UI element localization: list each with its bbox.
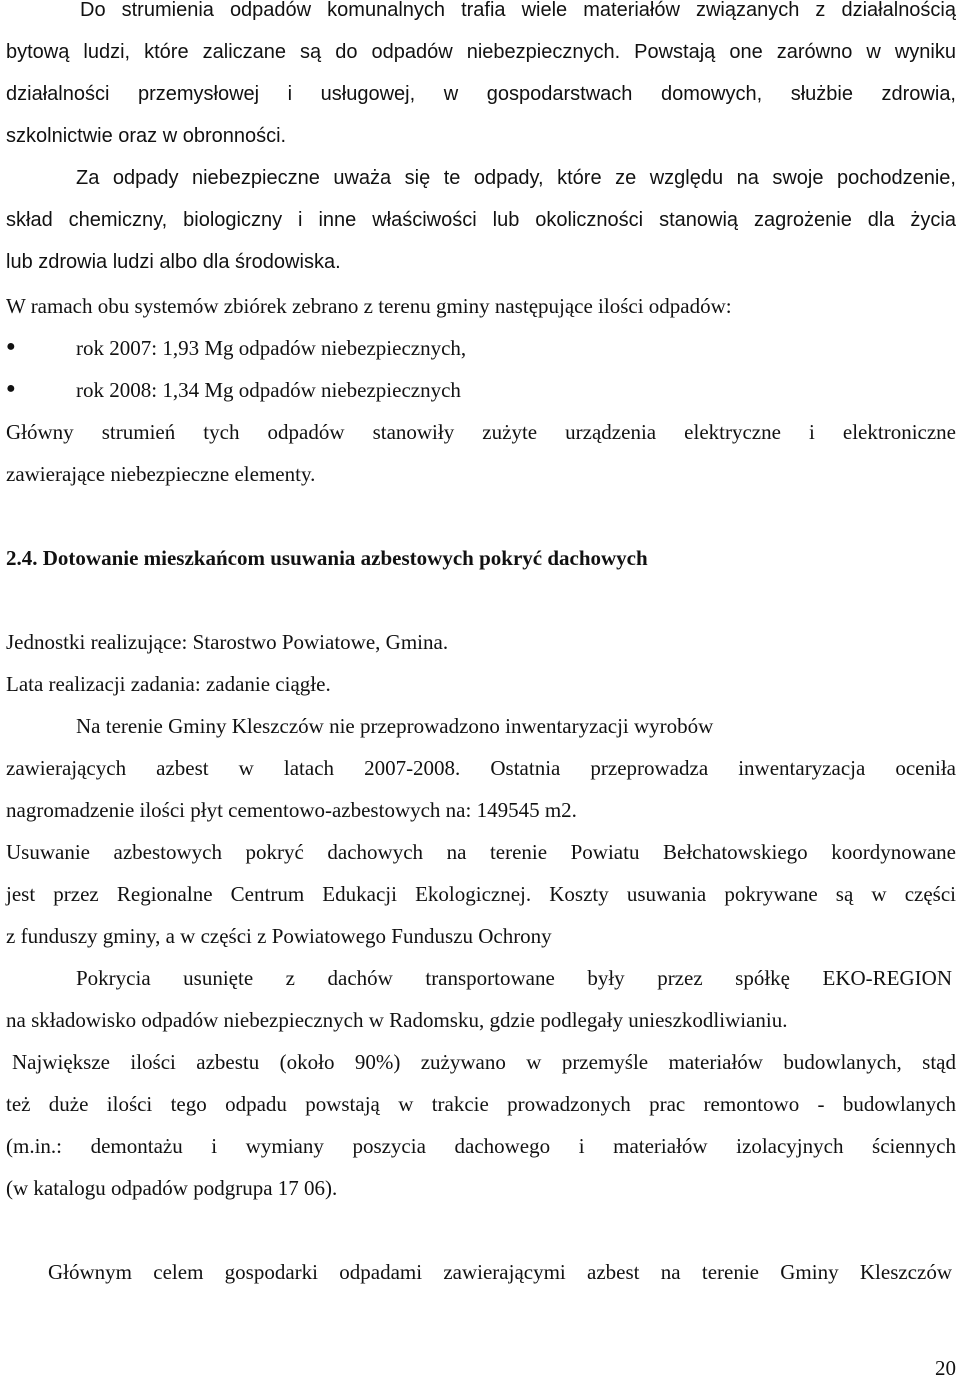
text-line: (m.in.: demontażu i wymiany poszycia dachowego i materiałów izolacyjnych ściennych	[6, 1134, 956, 1158]
text-line: bytową ludzi, które zaliczane są do odpadów niebezpiecznych. Powstają one zarówno w wyniku	[6, 41, 956, 63]
text-line: nagromadzenie ilości płyt cementowo-azbestowych na: 149545 m2.	[6, 798, 577, 822]
text-line: (w katalogu odpadów podgrupa 17 06).	[6, 1176, 338, 1200]
bullet-icon: ●	[6, 338, 16, 355]
text-line: z funduszy gminy, a w części z Powiatowego Funduszu Ochrony	[6, 924, 552, 948]
text-line: lub zdrowia ludzi albo dla środowiska.	[6, 251, 341, 273]
text-line: też duże ilości tego odpadu powstają w trakcie prowadzonych prac remontowo - budowlanych	[6, 1092, 956, 1116]
text-line: jest przez Regionalne Centrum Edukacji Ekologicznej. Koszty usuwania pokrywane są w części	[6, 882, 956, 906]
text-line: Główny strumień tych odpadów stanowiły zużyte urządzenia elektryczne i elektroniczne	[6, 420, 956, 444]
list-item: rok 2008: 1,34 Mg odpadów niebezpiecznych	[76, 378, 461, 402]
text-line: Lata realizacji zadania: zadanie ciągłe.	[6, 672, 331, 696]
text-line: Usuwanie azbestowych pokryć dachowych na terenie Powiatu Bełchatowskiego koordynowane	[6, 840, 956, 864]
page-number: 20	[935, 1356, 956, 1380]
text-line: Największe ilości azbestu (około 90%) zużywano w przemyśle materiałów budowlanych, stąd	[12, 1050, 956, 1074]
text-line: zawierające niebezpieczne elementy.	[6, 462, 316, 486]
text-line: skład chemiczny, biologiczny i inne właściwości lub okoliczności stanowią zagrożenie dla życia	[6, 209, 956, 231]
text-line: Za odpady niebezpieczne uważa się te odpady, które ze względu na swoje pochodzenie,	[76, 167, 956, 189]
text-line: działalności przemysłowej i usługowej, w gospodarstwach domowych, służbie zdrowia,	[6, 83, 956, 105]
list-item: rok 2007: 1,93 Mg odpadów niebezpiecznych,	[76, 336, 467, 360]
text-line: Jednostki realizujące: Starostwo Powiatowe, Gmina.	[6, 630, 449, 654]
text-line: na składowisko odpadów niebezpiecznych w Radomsku, gdzie podlegały unieszkodliwianiu.	[6, 1008, 788, 1032]
text-line: Głównym celem gospodarki odpadami zawierającymi azbest na terenie Gminy Kleszczów	[48, 1260, 952, 1284]
text-line: Na terenie Gminy Kleszczów nie przeprowadzono inwentaryzacji wyrobów	[76, 714, 714, 738]
section-heading: 2.4. Dotowanie mieszkańcom usuwania azbestowych pokryć dachowych	[6, 546, 648, 570]
text-line: Pokrycia usunięte z dachów transportowane były przez spółkę EKO-REGION	[76, 966, 952, 990]
text-line: W ramach obu systemów zbiórek zebrano z terenu gminy następujące ilości odpadów:	[6, 294, 732, 318]
text-line: Do strumienia odpadów komunalnych trafia wiele materiałów związanych z działalnością	[80, 0, 956, 21]
text-line: zawierających azbest w latach 2007-2008. Ostatnia przeprowadza inwentaryzacja oceniła	[6, 756, 956, 780]
text-line: szkolnictwie oraz w obronności.	[6, 125, 287, 147]
bullet-icon: ●	[6, 380, 16, 397]
